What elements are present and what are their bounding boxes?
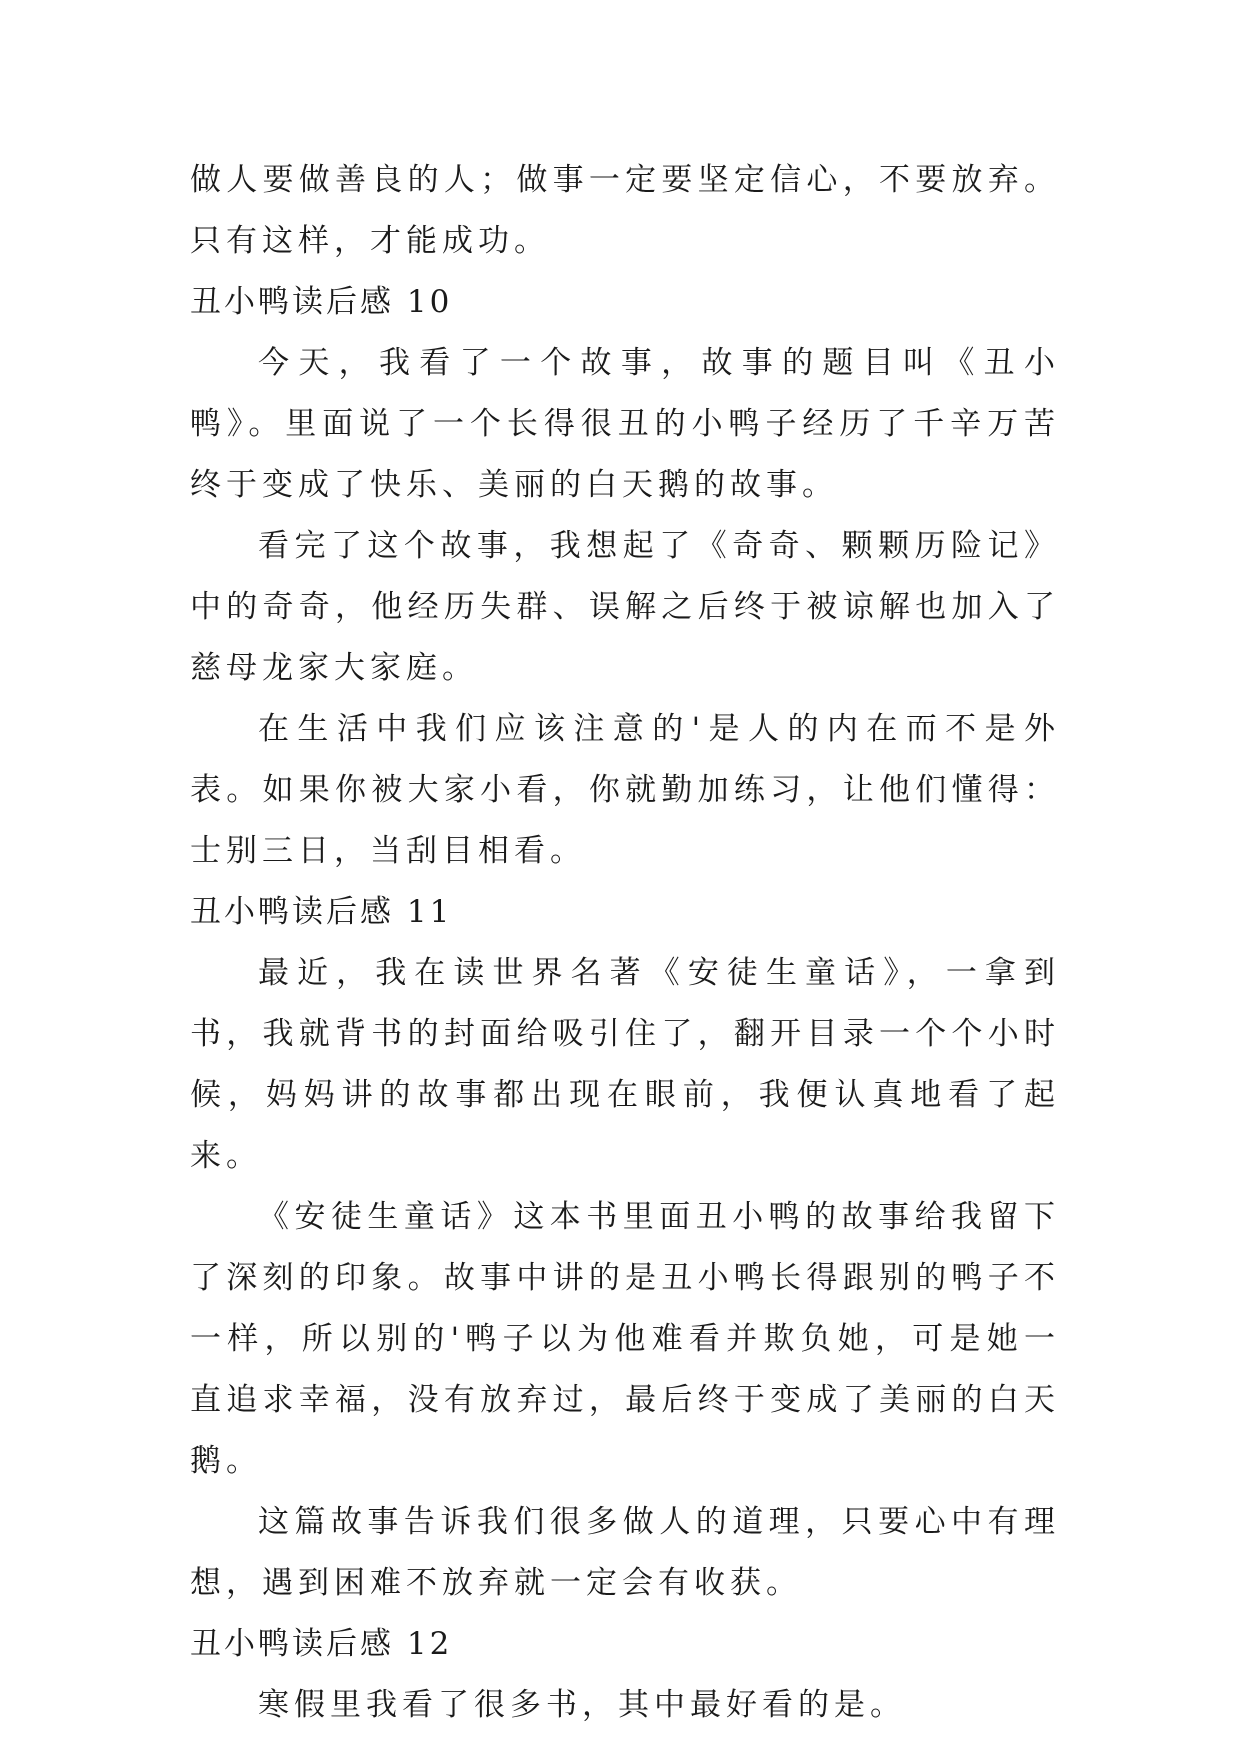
paragraph: 做人要做善良的人；做事一定要坚定信心，不要放弃。只有这样，才能成功。 (190, 162, 1060, 259)
section-heading: 丑小鸭读后感 10 (190, 284, 453, 320)
paragraph: 寒假里我看了很多书，其中最好看的是。 (258, 1687, 906, 1723)
paragraph: 这篇故事告诉我们很多做人的道理，只要心中有理想，遇到困难不放弃就一定会有收获。 (190, 1504, 1060, 1601)
paragraph: 在生活中我们应该注意的'是人的内在而不是外表。如果你被大家小看，你就勤加练习，让他们懂得：士别三日，当刮目相看。 (190, 711, 1060, 869)
paragraph: 《安徒生童话》这本书里面丑小鸭的故事给我留下了深刻的印象。故事中讲的是丑小鸭长得跟别的鸭子不一样，所以别的'鸭子以为他难看并欺负她，可是她一直追求幸福，没有放弃过，最后终于变成了美丽的白天鹅。 (190, 1199, 1060, 1479)
paragraph: 看完了这个故事，我想起了《奇奇、颗颗历险记》中的奇奇，他经历失群、误解之后终于被谅解也加入了慈母龙家大家庭。 (190, 528, 1060, 686)
paragraph: 今天，我看了一个故事，故事的题目叫《丑小鸭》。里面说了一个长得很丑的小鸭子经历了千辛万苦终于变成了快乐、美丽的白天鹅的故事。 (190, 345, 1060, 503)
section-heading: 丑小鸭读后感 11 (190, 894, 453, 930)
section-heading: 丑小鸭读后感 12 (190, 1626, 453, 1662)
paragraph: 最近，我在读世界名著《安徒生童话》，一拿到书，我就背书的封面给吸引住了，翻开目录一个个小时候，妈妈讲的故事都出现在眼前，我便认真地看了起来。 (190, 955, 1060, 1174)
document-body (190, 150, 1060, 1736)
